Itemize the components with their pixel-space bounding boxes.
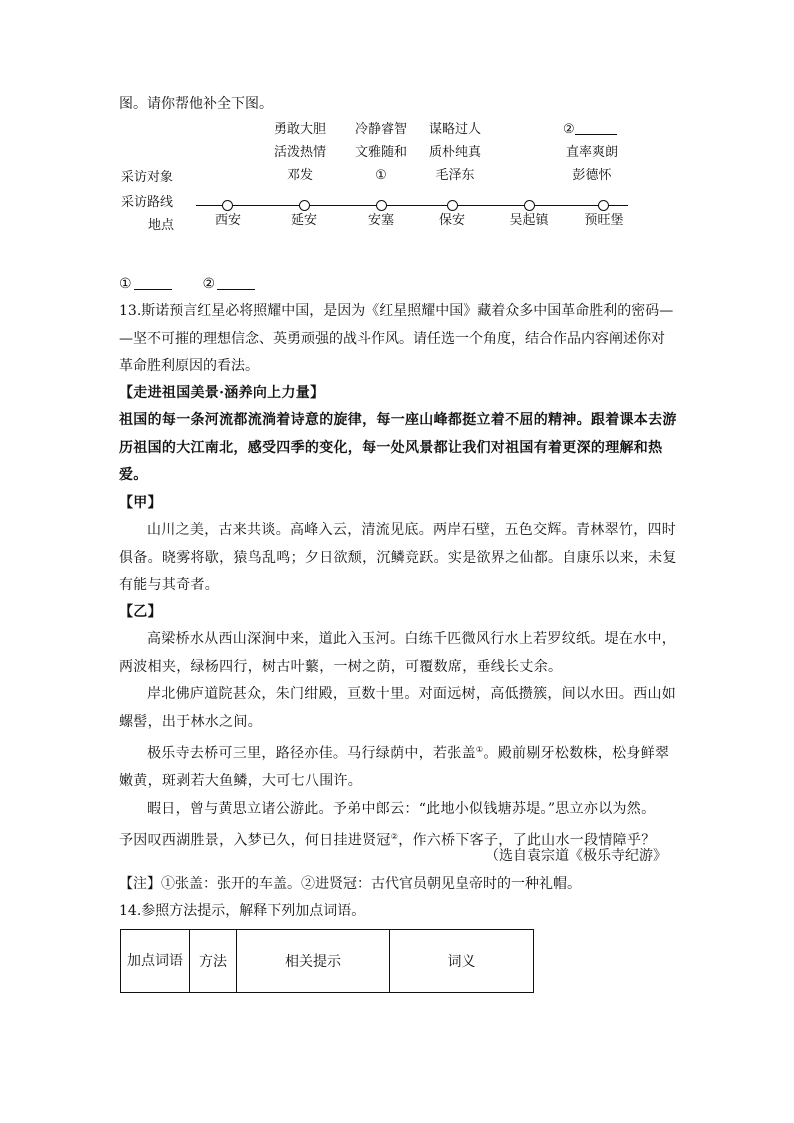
question-14: 14.参照方法提示，解释下列加点词语。	[119, 903, 366, 919]
route-line	[196, 205, 628, 206]
table-header-meaning: 词义	[390, 930, 534, 993]
passage-yi-label: 【乙】	[119, 604, 162, 620]
q13-line: 革命胜利原因的看法。	[119, 358, 259, 374]
answer-table	[120, 929, 534, 993]
q13-line: 13.斯诺预言红星必将照耀中国，是因为《红星照耀中国》藏着众多中国革命胜利的密码—	[119, 303, 674, 319]
footnote-ref-2: ②	[390, 832, 399, 842]
passage-jia	[119, 517, 679, 600]
passage-text: 。殿前剔牙松数株，松身鲜翠	[483, 745, 670, 762]
passage-text: ，作六桥下客子，了此山水一段情障乎？	[398, 832, 656, 849]
traits-blank-2	[563, 119, 617, 141]
passage-source: （选自袁宗道《极乐寺纪游》	[485, 848, 667, 864]
person-mao: 毛泽东	[435, 168, 475, 183]
section-lead-line: 祖国的每一条河流都流淌着诗意的旋律，每一座山峰都挺立着不屈的精神。跟着课本去游	[119, 412, 677, 428]
passage-line: 嫩黄，斑剥若大鱼鳞，大可七八围许。	[119, 773, 363, 790]
label-interview-route: 采访路线	[121, 195, 174, 210]
passage-yi	[119, 626, 679, 855]
section-lead	[119, 407, 679, 490]
traits-mao-2: 质朴纯真	[428, 145, 481, 160]
place-wuqizhen: 吴起镇	[509, 213, 549, 228]
passage-text: 极乐寺去桥可三里，路径亦佳。马行绿荫中，若张盖	[147, 745, 476, 762]
label-place: 地点	[148, 218, 175, 233]
traits-mao-1: 谋略过人	[428, 122, 481, 137]
traits-deng-fa-1: 勇敢大胆	[273, 122, 326, 137]
blank-line	[575, 120, 617, 135]
passage-line: 俱备。晓雾将歇，猿鸟乱鸣；夕日欲颓，沉鳞竞跃。实是欲界之仙都。自康乐以来，未复	[119, 549, 677, 566]
intro-line: 图。请你帮他补全下图。	[119, 96, 273, 112]
place-baoan: 保安	[438, 213, 465, 228]
traits-col3-1: 冷静睿智	[354, 122, 407, 137]
table-header-hint: 相关提示	[237, 930, 390, 993]
person-blank-1: ①	[375, 168, 387, 183]
table-header-word: 加点词语	[121, 930, 190, 993]
person-deng-fa: 邓发	[286, 168, 313, 183]
place-ansai: 安塞	[367, 213, 394, 228]
traits-deng-fa-2: 活泼热情	[273, 145, 326, 160]
place-xian: 西安	[214, 213, 241, 228]
passage-line: 高梁桥水从西山深涧中来，道此入玉河。白练千匹微风行水上若罗纹纸。堤在水中，	[147, 631, 677, 647]
passage-text: 予因叹西湖胜景，入梦已久，何日挂进贤冠	[119, 832, 391, 849]
label-interview-object: 采访对象	[121, 170, 174, 185]
answer-2-marker: ②	[202, 276, 216, 292]
place-yanan: 延安	[290, 213, 317, 228]
passage-line: 暇日，曾与黄思立诸公游此。予弟中郎云：“此地小似钱塘苏堤。”思立亦以为然。	[147, 800, 656, 817]
answer-blanks	[119, 271, 255, 298]
passage-line: 两波相夹，绿杨四行，树古叶蘩，一树之荫，可覆数席，垂线长丈余。	[119, 658, 563, 675]
answer-1-blank[interactable]	[134, 275, 172, 290]
question-13	[119, 298, 679, 381]
answer-2-blank[interactable]	[217, 275, 255, 290]
q13-line: —坚不可摧的理想信念、英勇顽强的战斗作风。请任选一个角度，结合作品内容阐述你对	[119, 330, 665, 347]
place-yuwangbao: 预旺堡	[584, 213, 624, 228]
blank-marker-2: ②	[563, 122, 575, 137]
section-lead-line: 爱。	[119, 467, 148, 483]
traits-col3-2: 文雅随和	[354, 145, 407, 160]
answer-1-marker: ①	[119, 276, 132, 292]
traits-peng: 直率爽朗	[565, 145, 618, 160]
passage-line: 螺髻，出于林水之间。	[119, 713, 262, 730]
person-peng: 彭德怀	[572, 168, 612, 183]
section-title: 【走进祖国美景·涵养向上力量】	[119, 385, 325, 401]
footnote-ref-1: ①	[475, 745, 484, 754]
passage-line: 岸北佛庐道院甚众，朱门绀殿，亘数十里。对面远树，高低攒簇，间以水田。西山如	[147, 686, 677, 702]
passage-line: 有能与其奇者。	[119, 577, 220, 593]
passage-jia-label: 【甲】	[119, 495, 162, 511]
section-lead-line: 历祖国的大江南北，感受四季的变化，每一处风景都让我们对祖国有着更深的理解和热	[119, 439, 663, 456]
table-header-row	[121, 930, 534, 993]
passage-line	[119, 736, 679, 768]
footnotes: 【注】①张盖：张开的车盖。②进贤冠：古代官员朝见皇帝时的一种礼帽。	[119, 876, 581, 892]
table-header-method: 方法	[190, 930, 237, 993]
passage-line: 山川之美，古来共谈。高峰入云，清流见底。两岸石壁，五色交辉。青林翠竹，四时	[147, 522, 677, 538]
